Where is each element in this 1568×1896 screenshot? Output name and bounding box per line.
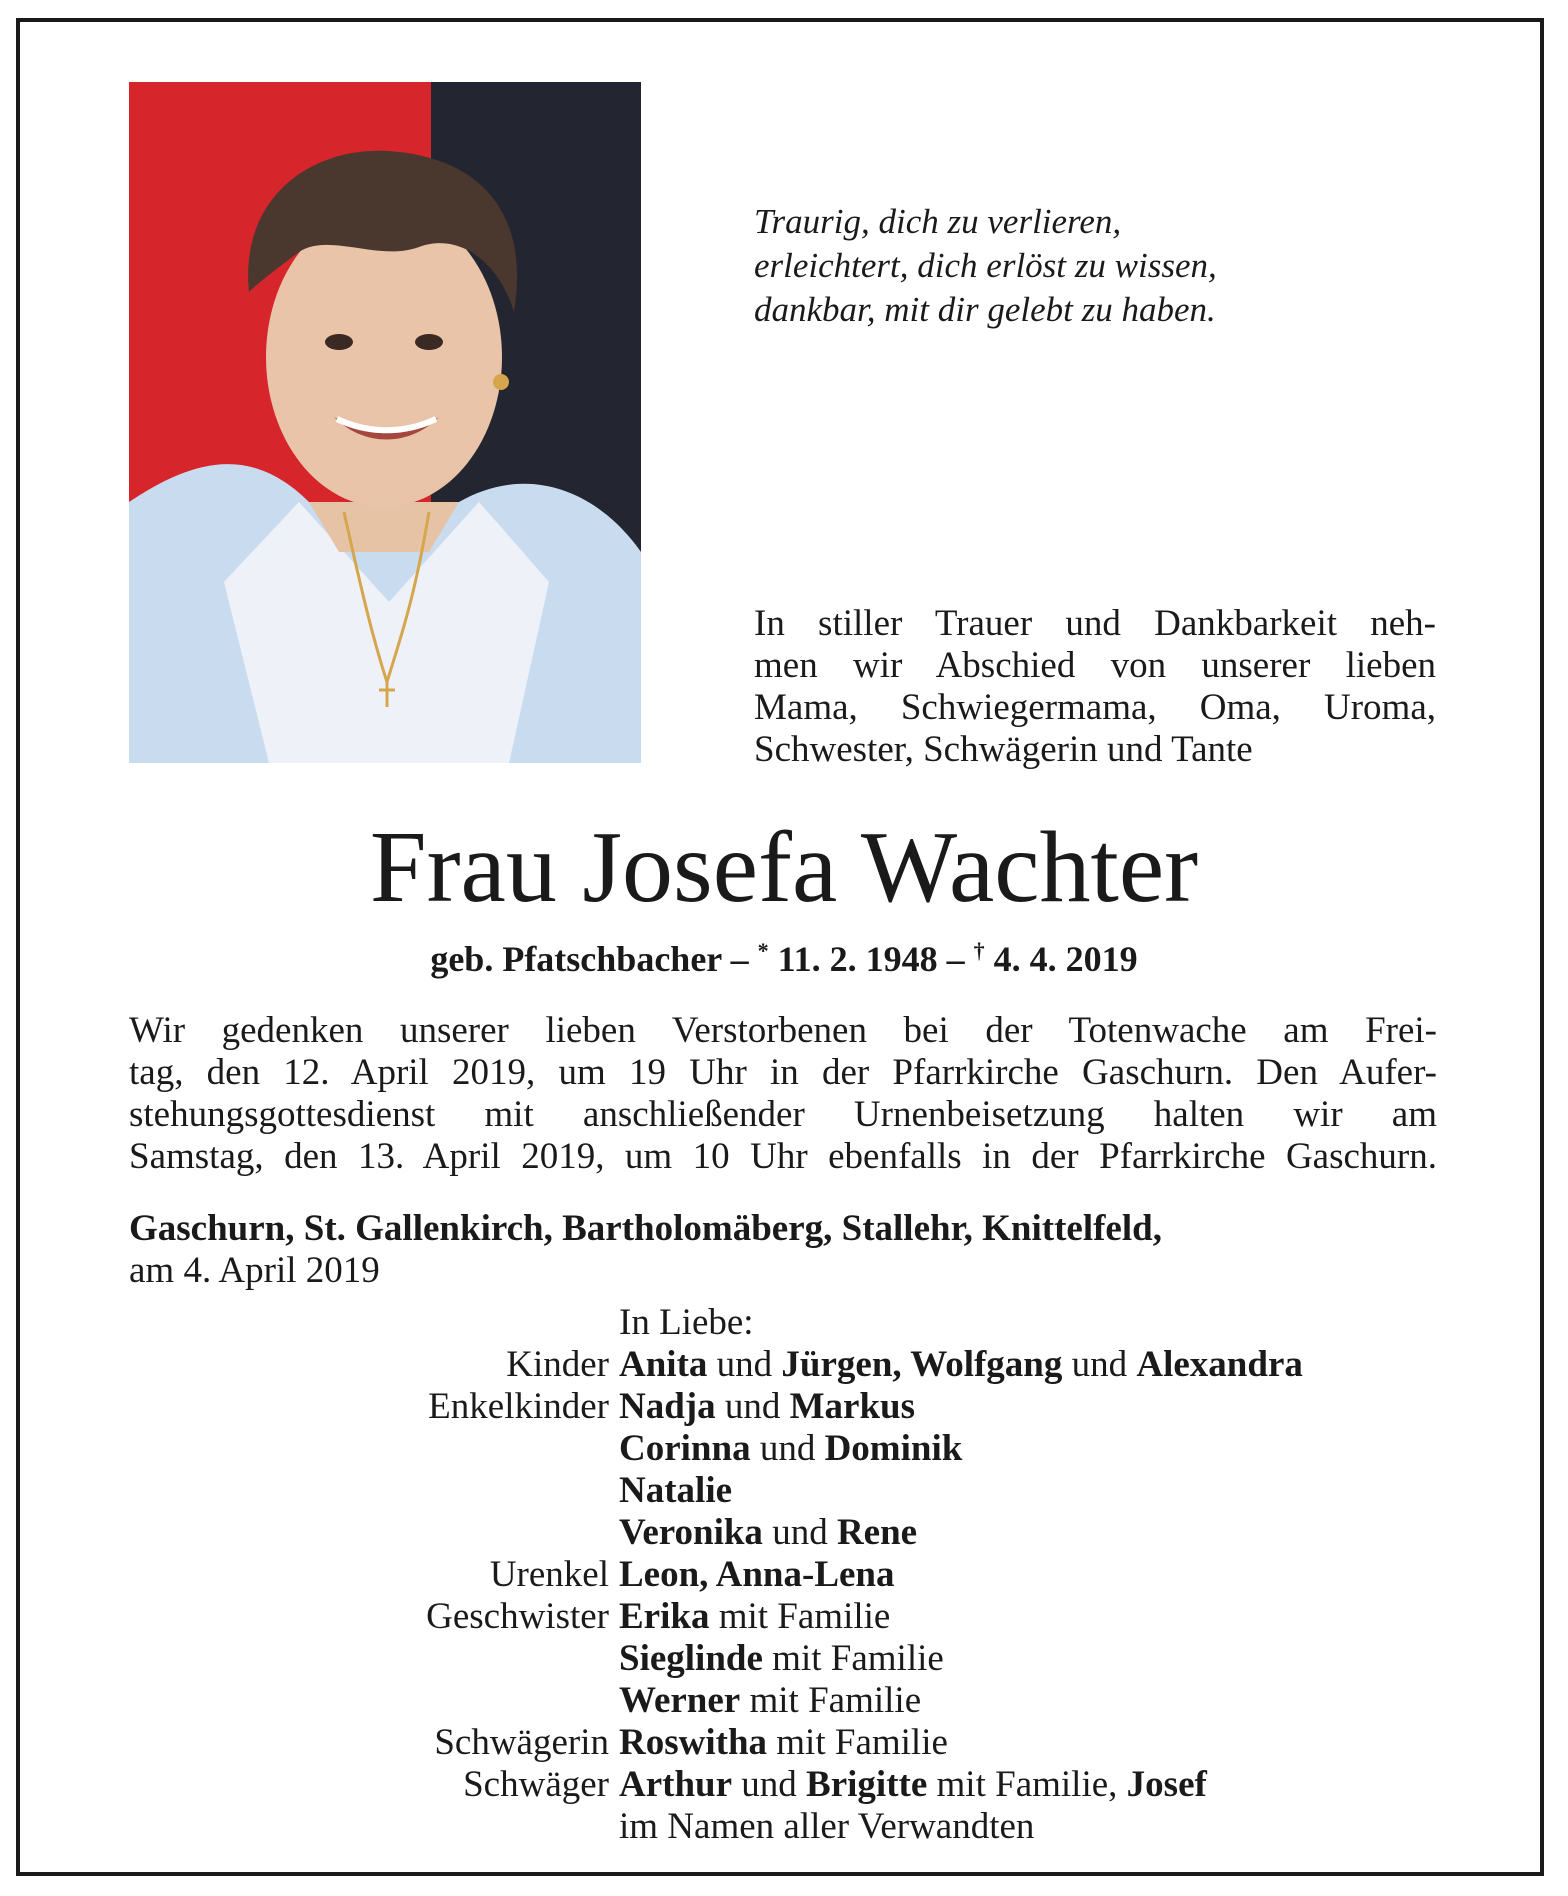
mourner-name: Leon, Anna-Lena <box>619 1554 895 1595</box>
places-block <box>129 1208 1529 1292</box>
portrait-photo <box>129 82 641 763</box>
mourner-name: Dominik <box>824 1428 963 1469</box>
family-row <box>129 1680 1529 1722</box>
body-line: tag, den 12. April 2019, um 19 Uhr in der Pfarrkirche Gaschurn. Den Aufer- <box>129 1052 1437 1093</box>
family-row <box>129 1470 1529 1512</box>
mourner-name: Roswitha <box>619 1722 768 1763</box>
mourner-name: Jürgen, Wolfgang <box>781 1344 1063 1385</box>
intro-line: men wir Abschied von unserer lieben <box>754 645 1436 686</box>
separator: – <box>721 939 758 979</box>
body-line: stehungsgottesdienst mit anschließender Urnenbeisetzung halten wir am <box>129 1094 1437 1135</box>
birth-date: 11. 2. 1948 <box>777 939 938 979</box>
mourner-name: Corinna <box>619 1428 751 1469</box>
deceased-name: Frau Josefa Wachter <box>369 811 1199 924</box>
mourner-name: Erika <box>619 1596 710 1637</box>
relation-label: Enkelkinder <box>428 1386 609 1427</box>
intro-line: Mama, Schwiegermama, Oma, Uroma, <box>754 687 1436 728</box>
birth-death-line <box>0 938 1568 980</box>
connector: mit Familie <box>709 1596 891 1637</box>
intro-text <box>754 603 1436 771</box>
connector: mit Familie <box>762 1638 944 1679</box>
mourner-name: Nadja <box>619 1386 716 1427</box>
mourner-name: Alexandra <box>1136 1344 1303 1385</box>
body-line: Wir gedenken unserer lieben Verstorbenen bei der Totenwache am Frei- <box>129 1010 1437 1051</box>
body-line: Samstag, den 13. April 2019, um 10 Uhr ebenfalls in der Pfarrkirche Gaschurn. <box>129 1136 1437 1177</box>
intro-line: Schwester, Schwägerin und Tante <box>754 729 1253 770</box>
places-line: Gaschurn, St. Gallenkirch, Bartholomäberg, Stallehr, Knittelfeld, <box>129 1208 1162 1249</box>
verse-line: Traurig, dich zu verlieren, <box>754 202 1122 241</box>
connector: und <box>762 1512 837 1553</box>
relation-label: Schwäger <box>463 1764 609 1805</box>
family-row <box>129 1722 1529 1764</box>
connector: und <box>750 1428 825 1469</box>
connector: mit Familie <box>740 1680 922 1721</box>
connector: und <box>1062 1344 1137 1385</box>
family-row <box>129 1428 1529 1470</box>
mourner-name: Veronika <box>619 1512 763 1553</box>
verse-line: erleichtert, dich erlöst zu wissen, <box>754 246 1217 285</box>
intro-line: In stiller Trauer und Dankbarkeit neh- <box>754 603 1436 644</box>
relation-label: Urenkel <box>489 1554 609 1595</box>
death-date: 4. 4. 2019 <box>993 939 1138 979</box>
mourner-name: Sieglinde <box>619 1638 763 1679</box>
birth-name: geb. Pfatschbacher <box>430 939 722 979</box>
mourner-name: Rene <box>836 1512 918 1553</box>
family-row <box>129 1596 1529 1638</box>
relation-label: Schwägerin <box>434 1722 609 1763</box>
mourner-name: Werner <box>619 1680 741 1721</box>
relation-label: Geschwister <box>426 1596 609 1637</box>
family-row <box>129 1344 1529 1386</box>
connector: und <box>732 1764 807 1805</box>
mourner-name: Anita <box>619 1344 708 1385</box>
mourner-name: Arthur <box>619 1764 733 1805</box>
connector: mit Familie, <box>927 1764 1127 1805</box>
family-row <box>129 1638 1529 1680</box>
mourners-list <box>129 1302 1529 1848</box>
family-row <box>129 1764 1529 1806</box>
mourner-name: Josef <box>1126 1764 1207 1805</box>
verse-line: dankbar, mit dir gelebt zu haben. <box>754 290 1216 329</box>
family-row <box>129 1386 1529 1428</box>
family-row <box>129 1512 1529 1554</box>
connector: mit Familie <box>767 1722 948 1763</box>
in-love-heading: In Liebe: <box>619 1302 754 1343</box>
family-row <box>129 1806 1529 1848</box>
separator: – <box>937 939 974 979</box>
connector: und <box>715 1386 790 1427</box>
verse <box>754 200 1454 332</box>
service-announcement <box>129 1010 1437 1178</box>
mourner-name: Natalie <box>619 1470 733 1511</box>
mourner-name: Brigitte <box>806 1764 928 1805</box>
died-symbol: † <box>973 938 985 963</box>
closing-line: im Namen aller Verwandten <box>619 1806 1035 1847</box>
relation-label: Kinder <box>506 1344 609 1385</box>
family-row <box>129 1554 1529 1596</box>
connector: und <box>707 1344 782 1385</box>
mourner-name: Markus <box>789 1386 916 1427</box>
date-line: am 4. April 2019 <box>129 1250 380 1291</box>
born-symbol: * <box>757 938 769 963</box>
